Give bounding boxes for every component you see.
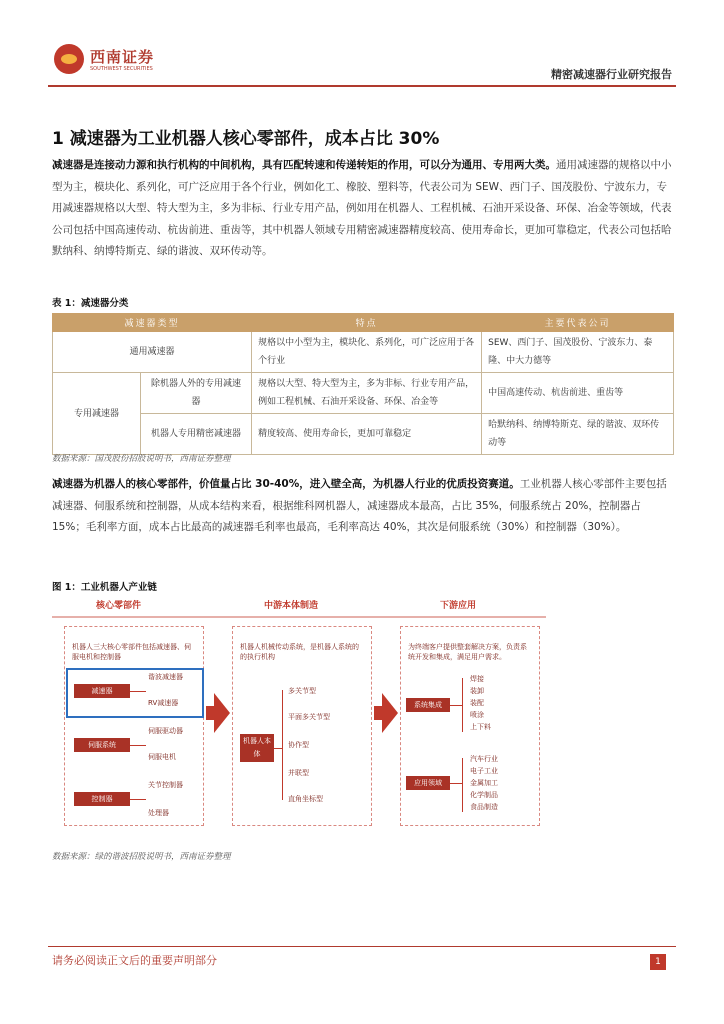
table-row [53,414,674,455]
table-caption: 表 1：减速器分类 [52,298,129,309]
figure-source: 数据来源：绿的谐波招股说明书，西南证券整理 [52,852,231,862]
reducer-classification-table [52,313,674,455]
intro-bold: 减速器是连接动力源和执行机构的中间机构，具有匹配转速和传递转矩的作用，可以分为通用、专用两大类。 [52,159,556,171]
table-header-feature: 特点 [252,314,482,332]
system-integration-box: 系统集成 [406,698,450,712]
flow-arrow-icon [214,693,230,733]
connector [282,690,283,800]
industry-chain-figure [52,598,546,838]
robot-type-item: 多关节型 [288,687,316,695]
table-cell: 精度较高、使用寿命长，更加可靠稳定 [252,414,482,455]
table-cell: 哈默纳科、纳博特斯克、绿的谐波、双环传动等 [482,414,674,455]
table-cell: 机器人专用精密减速器 [141,414,252,455]
mid-description: 机器人机械传动系统，是机器人系统的的执行机构 [240,643,359,661]
connector [462,678,463,732]
integration-item: 装卸 [470,687,484,695]
servo-item-driver: 伺服驱动器 [148,727,183,735]
connector [130,799,146,800]
section-title: 1 减速器为工业机器人核心零部件，成本占比 30% [52,129,440,149]
reducer-box: 减速器 [74,684,130,698]
flow-arrow-stem [374,706,382,720]
application-item: 电子工业 [470,767,498,775]
intro-paragraph [52,155,674,263]
robot-type-item: 并联型 [288,769,309,777]
robot-type-item: 协作型 [288,741,309,749]
application-item: 食品制造 [470,803,498,811]
logo-english: SOUTHWEST SECURITIES [90,66,153,72]
connector [274,748,282,749]
table-cell: 规格以大型、特大型为主，多为非标、行业专用产品，例如工程机械、石油开采设备、环保、冶金等 [252,373,482,414]
value-rest: 工业机器人核心零部件主要包括减速器、伺服系统和控制器，从成本结构来看，根据维科网机器人，减速器成本最高，占比 35%，伺服系统占 20%，控制器占 15%；毛利率方面，成本占比最高的减速器毛利率也最高，毛利率高达 40%，其次是伺服系统（30%）和控制器（30%）。 [52,478,667,533]
core-description: 机器人三大核心零部件包括减速器、伺服电机和控制器 [72,643,191,661]
flow-arrow-icon [382,693,398,733]
value-bold: 减速器为机器人的核心零部件，价值量占比 30-40%，进入壁全高，为机器人行业的优质投资赛道。 [52,478,520,490]
servo-item-motor: 伺服电机 [148,753,176,761]
table-row [53,373,674,414]
header-divider [48,85,676,87]
col-title-core: 核心零部件 [96,601,142,611]
down-description: 为终端客户提供整套解决方案，负责系统开发和集成，满足用户需求。 [408,643,527,661]
table-cell: 专用减速器 [53,373,141,455]
col-title-down: 下游应用 [440,601,477,611]
integration-item: 喷涂 [470,711,484,719]
connector [130,691,146,692]
table-source: 数据来源：国茂股份招股说明书，西南证券整理 [52,454,231,464]
logo-icon [54,44,84,74]
controller-item-joint: 关节控制器 [148,781,183,789]
table-cell: 中国高速传动、杭齿前进、重齿等 [482,373,674,414]
integration-item: 焊接 [470,675,484,683]
table-cell: SEW、西门子、国茂股份、宁波东力、泰隆、中大力德等 [482,332,674,373]
col-title-mid: 中游本体制造 [264,601,319,611]
intro-rest: 通用减速器的规格以中小型为主，模块化、系列化，可广泛应用于各个行业，例如化工、橡胶、塑料等，代表公司为 SEW、西门子、国茂股份、宁波东力，专用减速器规格以大型、特大型为主，多为非标、行业专用产品，例如用在机器人、工程机械、石油开采设备、环保、冶金等领域，代表公司包括中国高速传动、杭齿前进、重齿等，其中机器人领域专用精密减速器精度较高、使用寿命长，更加可靠稳定，代表公司包括哈默纳科、纳博特斯克、绿的谐波、双环传动等。 [52,159,672,257]
table-cell: 通用减速器 [53,332,252,373]
integration-item: 上下料 [470,723,491,731]
report-title: 精密减速器行业研究报告 [551,68,672,81]
application-item: 化学制品 [470,791,498,799]
application-item: 汽车行业 [470,755,498,763]
robot-body-box: 机器人本体 [240,734,274,762]
table-header-companies: 主要代表公司 [482,314,674,332]
figure-caption: 图 1：工业机器人产业链 [52,582,157,593]
controller-item-processor: 处理器 [148,809,169,817]
table-cell: 除机器人外的专用减速器 [141,373,252,414]
page-header [48,38,676,88]
application-box: 应用领域 [406,776,450,790]
controller-box: 控制器 [74,792,130,806]
reducer-item-harmonic: 谐波减速器 [148,673,183,681]
footer-disclaimer: 请务必阅读正文后的重要声明部分 [52,954,217,967]
footer-divider [48,946,676,947]
page-number: 1 [650,954,666,970]
servo-box: 伺服系统 [74,738,130,752]
robot-type-item: 直角坐标型 [288,795,323,803]
application-item: 金属加工 [470,779,498,787]
flow-arrow-stem [206,706,214,720]
figure-divider [52,616,546,618]
logo-name: 西南证券 [90,48,155,66]
table-header-type: 减速器类型 [53,314,252,332]
reducer-item-rv: RV减速器 [148,699,179,707]
value-paragraph [52,474,674,539]
connector [130,745,146,746]
integration-item: 装配 [470,699,484,707]
connector [462,758,463,812]
connector [450,705,462,706]
robot-type-item: 平面多关节型 [288,713,330,721]
table-cell: 规格以中小型为主，模块化、系列化，可广泛应用于各个行业 [252,332,482,373]
connector [450,783,462,784]
table-row [53,332,674,373]
